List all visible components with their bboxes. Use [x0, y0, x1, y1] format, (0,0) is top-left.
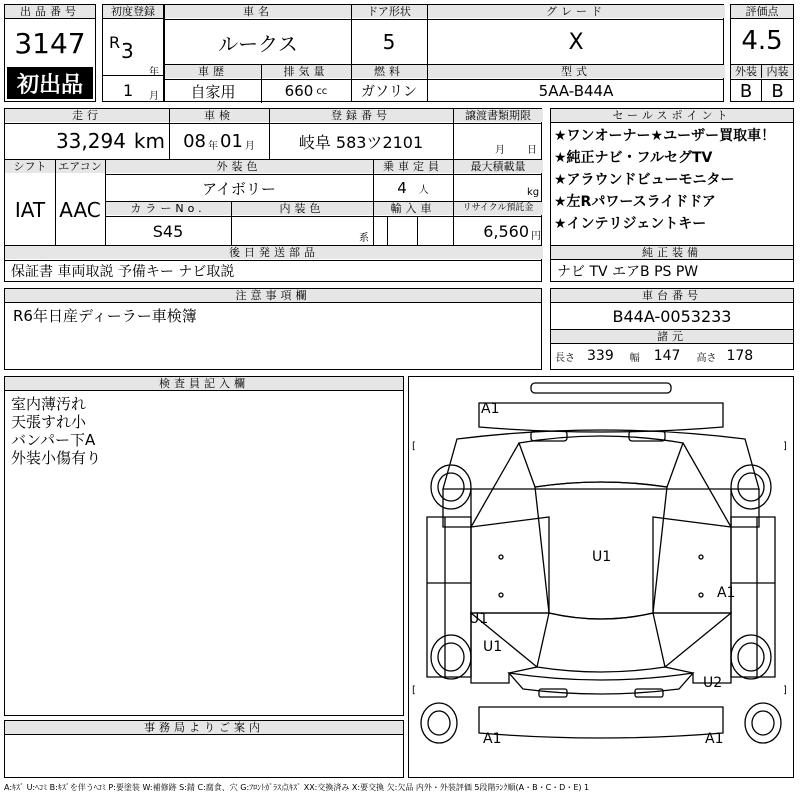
- office-label: 事務局よりご案内: [5, 721, 403, 735]
- mileage: [5, 124, 165, 158]
- interior-grade: B: [771, 80, 784, 102]
- registration-month: 1: [123, 81, 134, 100]
- import-label: 輸入車: [373, 202, 453, 215]
- model-label: 型式: [427, 65, 725, 78]
- length-label: 長さ: [555, 352, 575, 364]
- car-name: ルークス: [218, 31, 298, 56]
- right-bracket-close: ]: [783, 685, 787, 696]
- max-load-label: 最大積載量: [453, 160, 543, 173]
- mileage-label: 走行: [5, 109, 169, 122]
- displacement-unit: cc: [316, 85, 328, 97]
- equipment: ナビ TV エアB PS PW: [557, 264, 699, 280]
- interior-color-unit: 系: [359, 233, 369, 244]
- grade-label: グレード: [427, 5, 725, 18]
- sales-points-list: [551, 123, 793, 235]
- notes-label: 注意事項欄: [5, 289, 541, 303]
- history: 自家用: [190, 82, 236, 101]
- notes-box: [4, 288, 542, 370]
- damage-mark: U1: [592, 549, 612, 565]
- exterior-color-label: 外装色: [105, 160, 373, 173]
- exterior-grade-label: 外装: [731, 65, 762, 78]
- interior-grade-label: 内装: [762, 65, 793, 78]
- color-number: S45: [152, 221, 184, 241]
- chassis-number-label: 車台番号: [551, 289, 793, 303]
- history-label: 車歴: [165, 65, 261, 78]
- damage-diagram: [408, 376, 794, 778]
- aircon-type: AAC: [59, 198, 101, 222]
- sales-point-item: ★左Rパワースライドドア: [554, 194, 716, 210]
- equipment-label: 純正装備: [551, 245, 793, 260]
- fuel-label: 燃料: [351, 65, 427, 78]
- year-unit: 年: [149, 67, 159, 78]
- plate-number: 岐阜 583ツ2101: [298, 132, 424, 152]
- fuel: ガソリン: [361, 84, 417, 100]
- color-number-label: カラーNo.: [105, 202, 231, 215]
- first-listing-badge: 初出品: [7, 67, 93, 99]
- shift-type: IAT: [14, 198, 46, 222]
- height-label: 高さ: [696, 352, 717, 364]
- notes-text: R6年日産ディーラー車検簿: [13, 307, 197, 325]
- damage-mark: A1: [481, 401, 500, 417]
- inspection-year: 08: [183, 130, 206, 152]
- inspection-month: 01: [220, 130, 243, 152]
- capacity-value: 4: [397, 179, 407, 197]
- sales-point-item: ★アラウンドビューモニター: [554, 172, 735, 188]
- inspector-note-line: 外装小傷有り: [11, 449, 102, 467]
- width-label: 幅: [629, 352, 640, 364]
- inspector-label: 検査員記入欄: [5, 377, 403, 391]
- damage-legend: A:ｷｽﾞ U:ﾍｺﾐ B:ｷｽﾞを伴うﾍｺﾐ P:要塗装 W:補修跡 S:錆 C:腐食、穴 G:ﾌﾛﾝﾄｶﾞﾗｽ点ｷｽﾞ XX:交換済み X:要交換 欠:欠品 内外・外装評価 5段階ﾗﾝｸ順(A・B・C・D・E) 1: [4, 783, 590, 792]
- sales-point-item: ★純正ナビ・フルセグTV: [554, 150, 713, 166]
- capacity-label: 乗車定員: [373, 160, 453, 173]
- first-registration-box: [102, 4, 164, 102]
- plate-label: 登録番号: [269, 109, 453, 122]
- grade: X: [568, 29, 584, 55]
- inspection-month-unit: 月: [244, 140, 255, 152]
- inspection-expiry: [169, 124, 269, 158]
- era-label: R: [109, 33, 121, 52]
- max-load-unit: kg: [527, 187, 540, 198]
- damage-mark: A1: [705, 731, 724, 747]
- damage-mark: U1: [483, 639, 503, 655]
- score-box: [730, 4, 794, 102]
- displacement-label: 排気量: [261, 65, 351, 78]
- score-label: 評価点: [731, 5, 793, 19]
- sales-point-item: ★ワンオーナー★ユーザー買取車！: [554, 128, 776, 144]
- displacement: [261, 80, 351, 102]
- length-value: 339: [587, 348, 614, 364]
- month-unit: 月: [149, 91, 159, 102]
- mileage-value: 33,294: [55, 129, 126, 153]
- later-parts: 保証書 車両取説 予備キー ナビ取説: [11, 264, 235, 280]
- inspector-note-line: バンパー下A: [11, 431, 96, 449]
- transfer-day-unit: 日: [527, 145, 537, 156]
- lot-number-box: [4, 4, 96, 102]
- capacity: [373, 175, 453, 201]
- transfer-deadline-label: 譲渡書類期限: [453, 109, 543, 122]
- mileage-unit: km: [133, 129, 165, 153]
- dimensions-label: 諸元: [551, 329, 793, 344]
- car-name-label: 車名: [165, 5, 351, 18]
- inspector-notes: [5, 391, 403, 471]
- interior-color-label: 内装色: [231, 202, 373, 215]
- sales-points-box: [550, 108, 794, 282]
- inspection-year-unit: 年: [208, 140, 218, 152]
- left-bracket-open: [: [412, 441, 416, 452]
- shift-label: シフト: [5, 160, 55, 173]
- inspection-label: 車検: [169, 109, 269, 122]
- inspector-note-line: 天張すれ小: [11, 413, 87, 431]
- aircon-label: エアコン: [55, 160, 105, 173]
- car-info-grid: [164, 4, 724, 102]
- model-code: 5AA-B44A: [538, 82, 614, 100]
- exterior-grade: B: [731, 80, 762, 102]
- chassis-box: [550, 288, 794, 370]
- damage-mark: U2: [703, 675, 723, 691]
- office-box: [4, 720, 404, 778]
- left-bracket-open: [: [412, 685, 416, 696]
- displacement-value: 660: [284, 82, 314, 100]
- damage-mark: A1: [717, 585, 736, 601]
- recycle-fee-label: リサイクル預託金: [453, 202, 543, 215]
- damage-mark: A1: [483, 731, 502, 747]
- inspector-box: [4, 376, 404, 716]
- specs-grid: [4, 108, 542, 282]
- lot-number-label: 出品番号: [5, 5, 95, 19]
- first-registration-label: 初度登録: [103, 5, 163, 19]
- inspector-note-line: 室内薄汚れ: [11, 395, 87, 413]
- width-value: 147: [653, 348, 681, 364]
- recycle-fee-value: 6,560: [483, 221, 529, 241]
- car-outline-diagram: [409, 377, 793, 777]
- score: 4.5: [741, 26, 783, 56]
- registration-year: 3: [121, 39, 134, 63]
- door-count: 5: [382, 30, 396, 54]
- exterior-color: アイボリー: [202, 179, 276, 198]
- chassis-number: B44A-0053233: [612, 306, 732, 326]
- transfer-month-unit: 月: [495, 145, 505, 156]
- capacity-unit: 人: [418, 184, 429, 196]
- right-bracket-close: ]: [783, 441, 787, 452]
- later-parts-label: 後日発送部品: [5, 246, 543, 259]
- height-value: 178: [726, 348, 754, 364]
- dimensions-row: [551, 344, 793, 368]
- door-type-label: ドア形状: [351, 5, 427, 18]
- damage-mark: U1: [469, 611, 489, 627]
- recycle-fee: [453, 217, 541, 245]
- recycle-fee-unit: 円: [531, 230, 541, 242]
- sales-point-item: ★インテリジェントキー: [554, 216, 707, 232]
- lot-number: 3147: [14, 26, 86, 60]
- sales-points-label: セールスポイント: [551, 109, 793, 123]
